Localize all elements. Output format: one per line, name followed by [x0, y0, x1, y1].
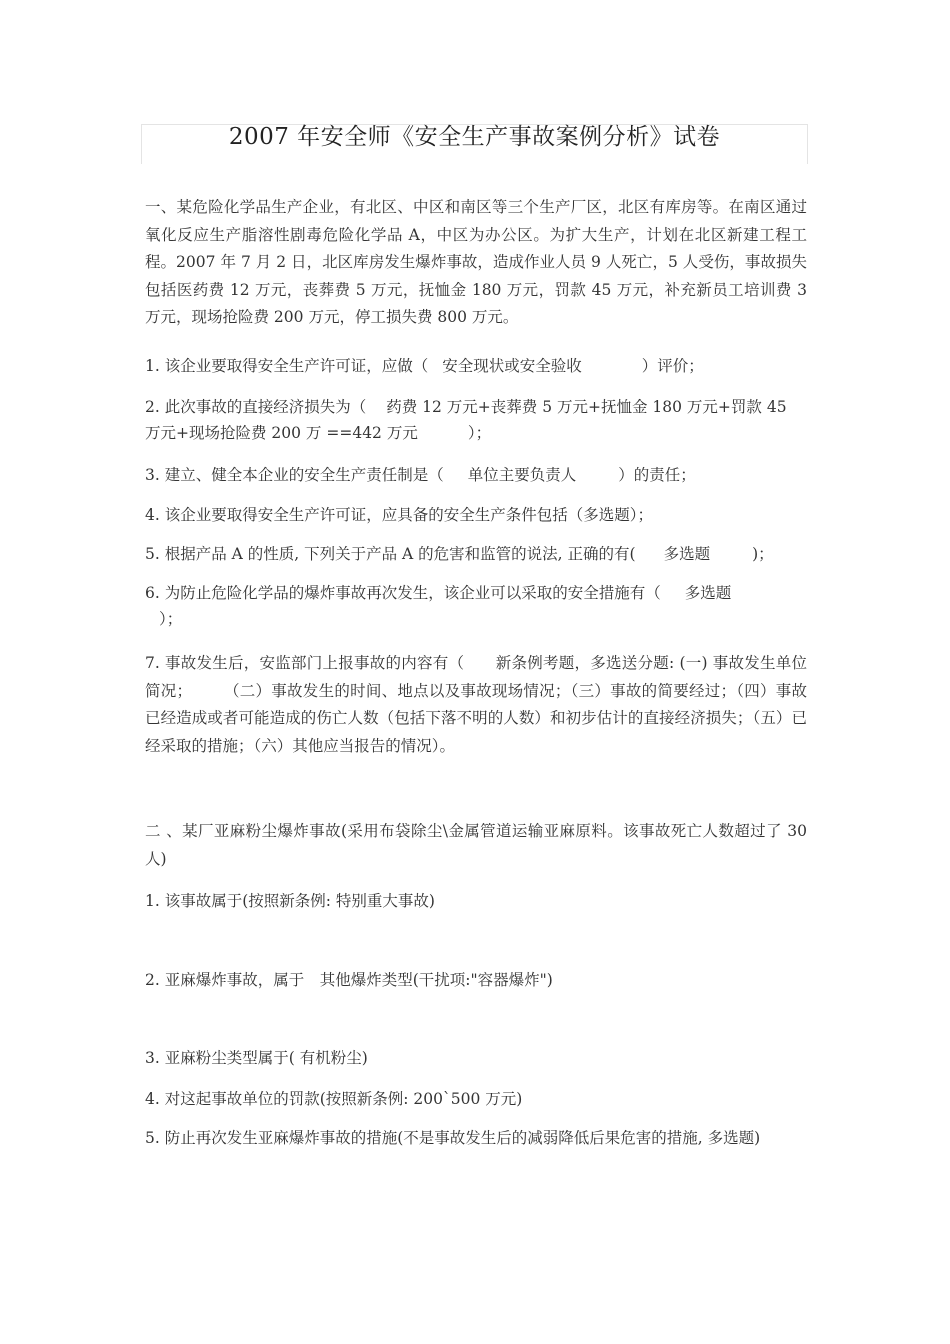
q2-answer-line1: 药费 12 万元+丧葬费 5 万元+抚恤金 180 万元+罚款 45 — [386, 398, 787, 416]
q5-suffix: )； — [752, 545, 774, 563]
case1-q7: 7. 事故发生后，安监部门上报事故的内容有（ 新条例考题，多选送分题: (一) 事故发生单位简况； （二）事故发生的时间、地点以及事故现场情况；（三）事故的简要经过；（四）事故已经造成或者可能造成的伤亡人数（包括下落不明的人数）和初步估计的直接经济损失；（五）已经采取的措施；（六）其他应当报告的情况）。 — [145, 654, 807, 755]
case1-intro: 一、某危险化学品生产企业，有北区、中区和南区等三个生产厂区，北区有库房等。在南区通过氧化反应生产脂溶性剧毒危险化学品 A，中区为办公区。为扩大生产，计划在北区新建工程工程。2007 年 7 月 2 日，北区库房发生爆炸事故，造成作业人员 9 人死亡，5 人受伤，事故损失包括医药费 12 万元，丧葬费 5 万元，抚恤金 180 万元，罚款 45 万元，补充新员工培训费 3 万元，现场抢险费 200 万元，停工损失费 800 万元。 — [145, 198, 807, 327]
case2-q3: 3. 亚麻粉尘类型属于( 有机粉尘) — [145, 1049, 368, 1067]
case1-q5 — [145, 541, 807, 567]
q2-prefix: 2. 此次事故的直接经济损失为（ — [145, 398, 367, 416]
case2-q5: 5. 防止再次发生亚麻爆炸事故的措施(不是事故发生后的减弱降低后果危害的措施, 多选题) — [145, 1129, 761, 1147]
case1-q3 — [145, 462, 807, 488]
q6-suffix: ）； — [159, 610, 183, 628]
q2-answer-line2: 万元+现场抢险费 200 万 ==442 万元 — [145, 424, 418, 442]
case2-q4: 4. 对这起事故单位的罚款(按照新条例: 200`500 万元) — [145, 1090, 523, 1108]
q6-answer: 多选题 — [684, 584, 732, 602]
q3-answer: 单位主要负责人 — [467, 466, 577, 484]
q3-suffix: ）的责任； — [618, 466, 696, 484]
q1-answer: 安全现状或安全验收 — [442, 357, 582, 375]
q1-prefix: 1. 该企业要取得安全生产许可证，应做（ — [145, 357, 429, 375]
q5-prefix: 5. 根据产品 A 的性质, 下列关于产品 A 的危害和监管的说法, 正确的有( — [145, 545, 636, 563]
q1-suffix: ）评价； — [641, 357, 704, 375]
case2-intro: 二 、某厂亚麻粉尘爆炸事故(采用布袋除尘\金属管道运输亚麻原料。该事故死亡人数超过了 30 人) — [145, 822, 807, 868]
case2-q2: 2. 亚麻爆炸事故，属于 其他爆炸类型(干扰项:"容器爆炸") — [145, 971, 553, 989]
case1-q1 — [145, 353, 807, 379]
q2-suffix: ）； — [467, 424, 492, 442]
case1-q2 — [145, 394, 807, 446]
page-title: 2007 年安全师《安全生产事故案例分析》试卷 — [228, 124, 721, 150]
q5-answer: 多选题 — [663, 545, 711, 563]
case2-q1: 1. 该事故属于(按照新条例: 特别重大事故) — [145, 892, 435, 910]
case1-q6 — [145, 580, 807, 632]
q6-prefix: 6. 为防止危险化学品的爆炸事故再次发生，该企业可以采取的安全措施有（ — [145, 584, 661, 602]
case1-q4: 4. 该企业要取得安全生产许可证，应具备的安全生产条件包括（多选题）； — [145, 506, 653, 524]
q3-prefix: 3. 建立、健全本企业的安全生产责任制是（ — [145, 466, 444, 484]
